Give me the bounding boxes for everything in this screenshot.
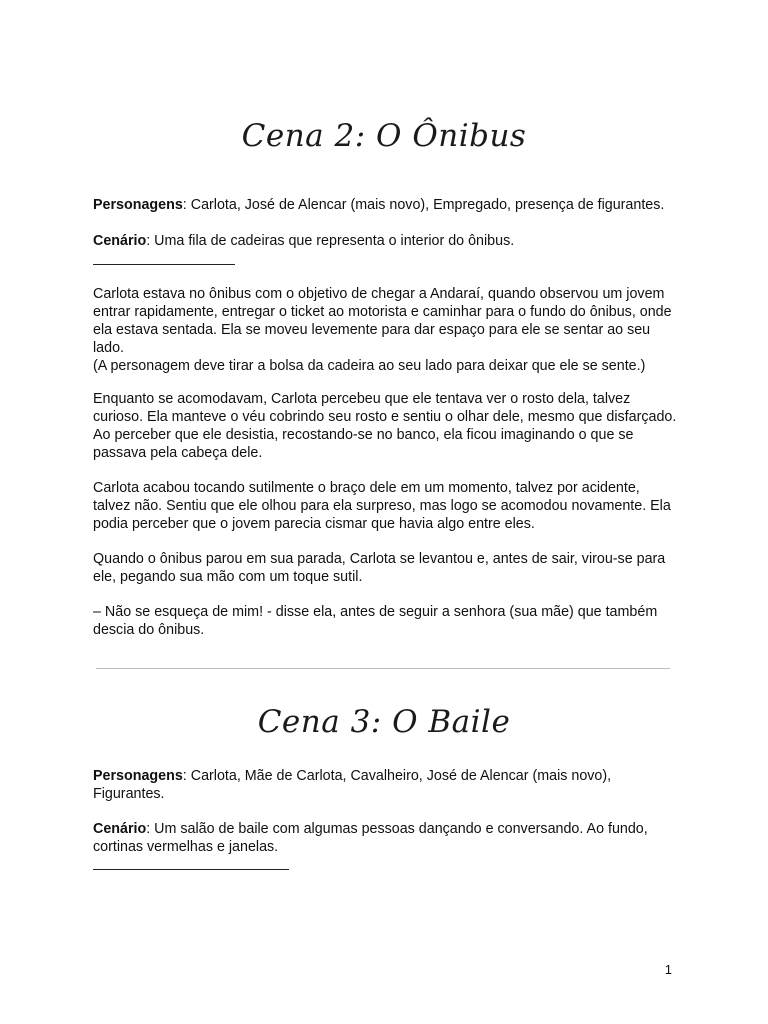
setting-label: Cenário [93,821,147,837]
scene-2-paragraph-2: Enquanto se acomodavam, Carlota percebeu que ele tentava ver o rosto dela, talvez curioso. Ela manteve o véu cobrindo seu rosto e sentiu o olhar dele, mesmo que disfarçado. Ao perceber que ele desistia, recostando-se no banco, ela ficou imaginando o que se passava pela cabeça dele. [93,391,677,461]
scene-2-paragraph-1: Carlota estava no ônibus com o objetivo de chegar a Andaraí, quando observou um jovem entrar rapidamente, entregar o ticket ao motorista e caminhar para o fundo do ônibus, onde ela estava sentada. Ela se moveu levemente para dar espaço para ele se sentar ao seu lado. [93,286,672,356]
scene-2-characters [93,196,678,214]
scene-3-characters [93,767,678,803]
scene-2-paragraph-5: – Não se esqueça de mim! - disse ela, antes de seguir a senhora (sua mãe) que também descia do ônibus. [93,604,658,638]
page-number: 1 [664,962,672,977]
scene-2-setting [93,232,678,250]
scene-2-paragraph-4: Quando o ônibus parou em sua parada, Carlota se levantou e, antes de sair, virou-se para ele, pegando sua mão com um toque sutil. [93,551,666,585]
characters-text: : Carlota, José de Alencar (mais novo), Empregado, presença de figurantes. [182,197,665,213]
setting-text: : Uma fila de cadeiras que representa o interior do ônibus. [146,233,515,249]
scene-divider [96,668,670,669]
scene-2-separator-line [93,264,235,265]
scene-3-setting [93,820,678,856]
scene-3-separator-line [93,869,289,870]
scene-3-title: Cena 3: O Baile [257,704,511,740]
characters-label: Personagens [93,768,183,784]
setting-text: : Um salão de baile com algumas pessoas dançando e conversando. Ao fundo, cortinas vermelhas e janelas. [93,821,648,855]
scene-2-title: Cena 2: O Ônibus [241,118,527,154]
scene-2-stage-direction: (A personagem deve tirar a bolsa da cadeira ao seu lado para deixar que ele se sente.) [93,358,646,374]
scene-2-paragraph-3: Carlota acabou tocando sutilmente o braço dele em um momento, talvez por acidente, talvez não. Sentiu que ele olhou para ela surpreso, mas logo se acomodou novamente. Ela podia perceber que o jovem parecia cismar que havia algo entre eles. [93,480,671,532]
characters-text: : Carlota, Mãe de Carlota, Cavalheiro, José de Alencar (mais novo), Figurantes. [93,768,612,802]
setting-label: Cenário [93,233,147,249]
characters-label: Personagens [93,197,183,213]
